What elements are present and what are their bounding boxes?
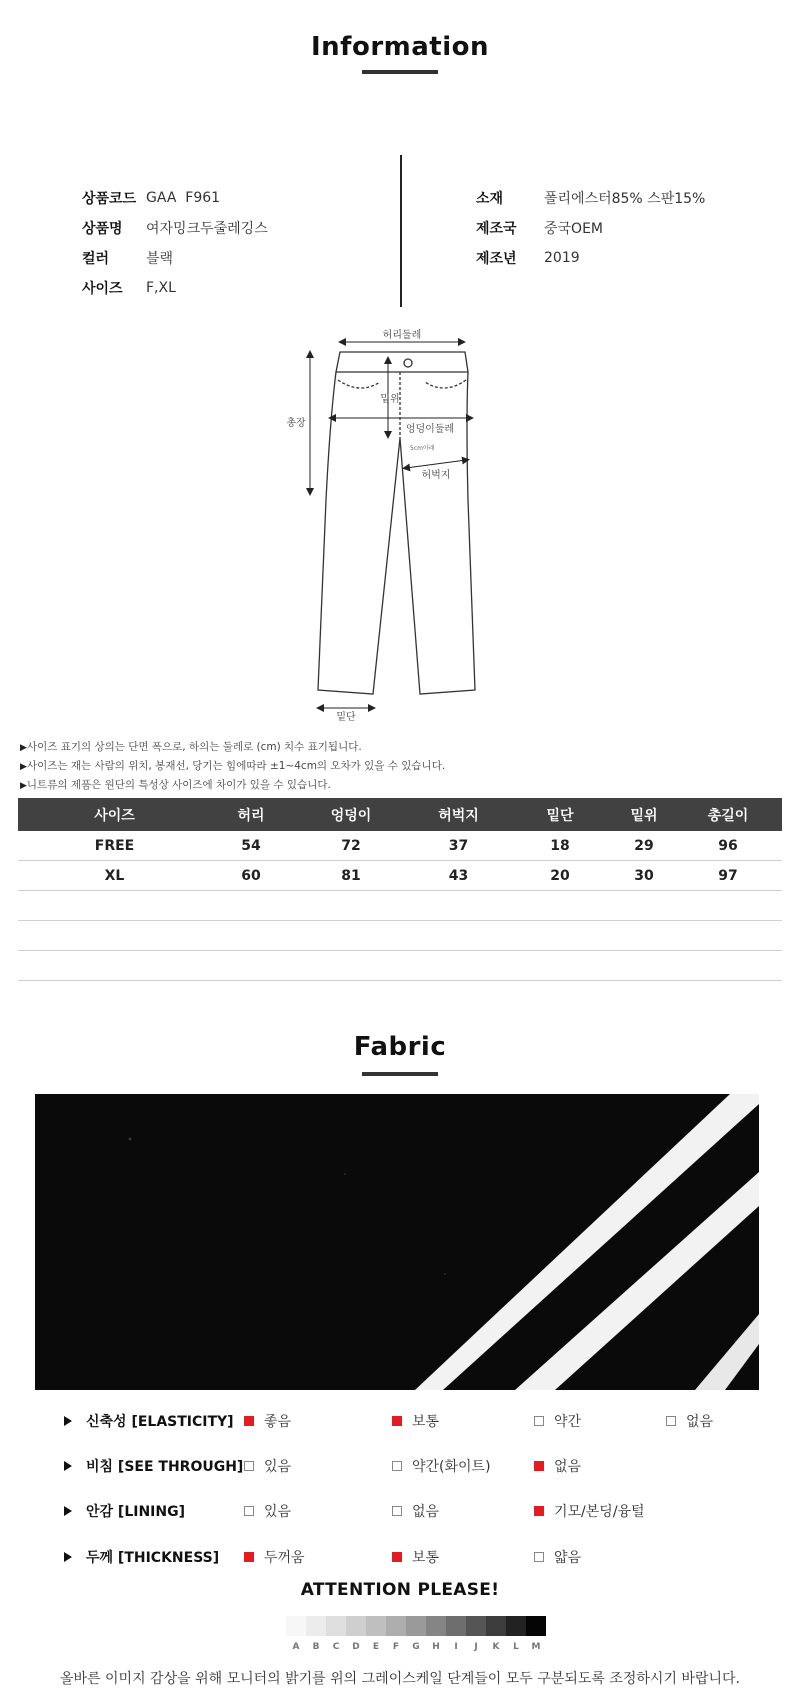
table-cell: 30 <box>614 861 674 891</box>
header-cell: 밑단 <box>506 798 614 831</box>
grayscale-letter: C <box>332 1642 340 1652</box>
grayscale-letter: L <box>513 1642 519 1652</box>
info-label: 컬러 <box>82 251 110 267</box>
checkbox-checked-icon <box>392 1552 402 1562</box>
fabric-option: 기모/본딩/융털 <box>534 1496 645 1526</box>
grayscale-swatch <box>426 1616 446 1636</box>
thigh-label: 허벅지 <box>421 470 451 481</box>
triangle-bullet-icon <box>64 1552 72 1562</box>
fabric-row-lining <box>0 1496 800 1526</box>
info-row-code <box>82 183 268 213</box>
fabric-row-label: 비침 [SEE THROUGH] <box>64 1451 243 1481</box>
info-row-material <box>476 183 705 213</box>
info-row-year <box>476 243 705 273</box>
thigh-arrow <box>406 460 466 468</box>
grayscale-letter: G <box>412 1642 420 1652</box>
table-cell: 97 <box>674 861 782 891</box>
fabric-title: Fabric <box>353 1032 447 1062</box>
triangle-bullet-icon <box>64 1416 72 1426</box>
grayscale-swatch <box>346 1616 366 1636</box>
fabric-row-see-through <box>0 1451 800 1481</box>
table-cell: 54 <box>211 831 291 861</box>
fabric-option: 좋음 <box>244 1406 291 1436</box>
info-value: 중국OEM <box>544 221 603 237</box>
grayscale-swatch <box>486 1616 506 1636</box>
hip-label: 엉덩이둘레 <box>405 424 455 435</box>
info-value: 블랙 <box>146 251 174 267</box>
grayscale-swatch <box>366 1616 386 1636</box>
checkbox-empty-icon <box>666 1416 676 1426</box>
checkbox-empty-icon <box>534 1552 544 1562</box>
info-label: 제조국 <box>476 221 517 237</box>
table-cell: 20 <box>506 861 614 891</box>
fabric-row-label: 안감 [LINING] <box>64 1496 185 1526</box>
fabric-option: 없음 <box>392 1496 439 1526</box>
checkbox-checked-icon <box>534 1506 544 1516</box>
grayscale-swatch <box>326 1616 346 1636</box>
grayscale-swatch <box>466 1616 486 1636</box>
waist-label: 허리둘레 <box>382 330 422 341</box>
table-cell: 29 <box>614 831 674 861</box>
fabric-option: 약간 <box>534 1406 581 1436</box>
fabric-option: 두꺼움 <box>244 1542 305 1572</box>
grayscale-letter: J <box>474 1642 478 1652</box>
triangle-bullet-icon <box>64 1461 72 1471</box>
size-table-header <box>18 798 782 831</box>
fabric-row-elasticity <box>0 1406 800 1436</box>
grayscale-letter: D <box>352 1642 360 1652</box>
fabric-option: 있음 <box>244 1496 291 1526</box>
triangle-bullet-icon <box>64 1506 72 1516</box>
info-label: 상품명 <box>82 221 123 237</box>
info-label: 사이즈 <box>82 281 123 297</box>
info-left-column <box>82 183 268 303</box>
table-row <box>18 921 782 951</box>
header-cell: 허리 <box>211 798 291 831</box>
header-cell: 총길이 <box>674 798 782 831</box>
grayscale-swatch <box>446 1616 466 1636</box>
grayscale-swatch <box>506 1616 526 1636</box>
grayscale-letter: A <box>292 1642 300 1652</box>
table-row <box>18 891 782 921</box>
info-row-size <box>82 273 268 303</box>
rise-label: 밑위 <box>380 394 400 405</box>
grayscale-swatch <box>526 1616 546 1636</box>
info-value: F,XL <box>146 280 176 296</box>
grayscale-swatch <box>286 1616 306 1636</box>
grayscale-letters <box>286 1642 546 1652</box>
info-row-color <box>82 243 268 273</box>
table-cell: 37 <box>411 831 506 861</box>
monitor-brightness-note: 올바른 이미지 감상을 위해 모니터의 밝기를 위의 그레이스케일 단계들이 모두 구분되도록 조정하시기 바랍니다. <box>60 1671 740 1687</box>
grayscale-letter: I <box>454 1642 458 1652</box>
table-cell: 96 <box>674 831 782 861</box>
size-note: ▶ 니트류의 제품은 원단의 특성상 사이즈에 차이가 있을 수 있습니다. <box>20 776 445 795</box>
checkbox-checked-icon <box>244 1416 254 1426</box>
table-cell: 60 <box>211 861 291 891</box>
fabric-option: 보통 <box>392 1542 439 1572</box>
attention-title: ATTENTION PLEASE! <box>300 1580 500 1600</box>
fabric-underline <box>362 1072 438 1076</box>
info-value: 여자밍크두줄레깅스 <box>146 221 268 237</box>
grayscale-letter: E <box>372 1642 380 1652</box>
fabric-row-label: 신축성 [ELASTICITY] <box>64 1406 234 1436</box>
grayscale-swatch <box>386 1616 406 1636</box>
header-cell: 허벅지 <box>411 798 506 831</box>
table-cell: 72 <box>291 831 411 861</box>
info-divider <box>400 155 402 307</box>
size-note: ▶ 사이즈는 재는 사람의 위치, 봉재선, 당기는 힘에따라 ±1~4cm의 오차가 있을 수 있습니다. <box>20 757 445 776</box>
grayscale-letter: K <box>492 1642 500 1652</box>
fabric-option: 있음 <box>244 1451 291 1481</box>
info-label: 상품코드 <box>82 191 137 207</box>
fabric-row-thickness <box>0 1542 800 1572</box>
fabric-option: 없음 <box>534 1451 581 1481</box>
grayscale-letter: M <box>531 1642 541 1652</box>
checkbox-checked-icon <box>392 1416 402 1426</box>
thigh-note: 5cm아래 <box>410 445 435 452</box>
checkbox-empty-icon <box>244 1506 254 1516</box>
table-row <box>18 861 782 891</box>
info-row-country <box>476 213 705 243</box>
header-cell: 밑위 <box>614 798 674 831</box>
table-cell: 43 <box>411 861 506 891</box>
checkbox-empty-icon <box>244 1461 254 1471</box>
grayscale-bar <box>286 1616 546 1636</box>
grayscale-letter: H <box>432 1642 440 1652</box>
checkbox-checked-icon <box>534 1461 544 1471</box>
table-cell: 18 <box>506 831 614 861</box>
table-cell: FREE <box>18 831 211 861</box>
checkbox-empty-icon <box>392 1461 402 1471</box>
fabric-option: 약간(화이트) <box>392 1451 491 1481</box>
table-cell: XL <box>18 861 211 891</box>
info-value: GAA F961 <box>146 190 221 206</box>
fabric-row-label: 두께 [THICKNESS] <box>64 1542 219 1572</box>
info-label: 소재 <box>476 191 504 207</box>
size-notes <box>20 738 445 795</box>
grayscale-letter: F <box>392 1642 400 1652</box>
information-title: Information <box>310 32 490 62</box>
checkbox-empty-icon <box>392 1506 402 1516</box>
grayscale-swatch <box>406 1616 426 1636</box>
header-cell: 엉덩이 <box>291 798 411 831</box>
checkbox-empty-icon <box>534 1416 544 1426</box>
table-row <box>18 831 782 861</box>
info-row-name <box>82 213 268 243</box>
fabric-photo <box>35 1094 759 1390</box>
information-underline <box>362 70 438 74</box>
length-label: 총장 <box>286 418 306 429</box>
info-label: 제조년 <box>476 251 517 267</box>
info-value: 2019 <box>544 250 580 266</box>
grayscale-letter: B <box>312 1642 320 1652</box>
size-note: ▶ 사이즈 표기의 상의는 단면 폭으로, 하의는 둘레로 (cm) 치수 표기됩니다. <box>20 738 445 757</box>
grayscale-swatch <box>306 1616 326 1636</box>
pants-measurement-diagram <box>270 320 530 725</box>
table-row <box>18 951 782 981</box>
fabric-option: 얇음 <box>534 1542 581 1572</box>
checkbox-checked-icon <box>244 1552 254 1562</box>
info-right-column <box>476 183 705 273</box>
fabric-stripe-image <box>35 1094 759 1390</box>
fabric-option: 없음 <box>666 1406 713 1436</box>
size-table <box>18 798 782 981</box>
header-cell: 사이즈 <box>18 798 211 831</box>
info-value: 폴리에스터85% 스판15% <box>544 191 706 207</box>
hem-label: 밑단 <box>336 712 356 723</box>
fabric-option: 보통 <box>392 1406 439 1436</box>
table-cell: 81 <box>291 861 411 891</box>
